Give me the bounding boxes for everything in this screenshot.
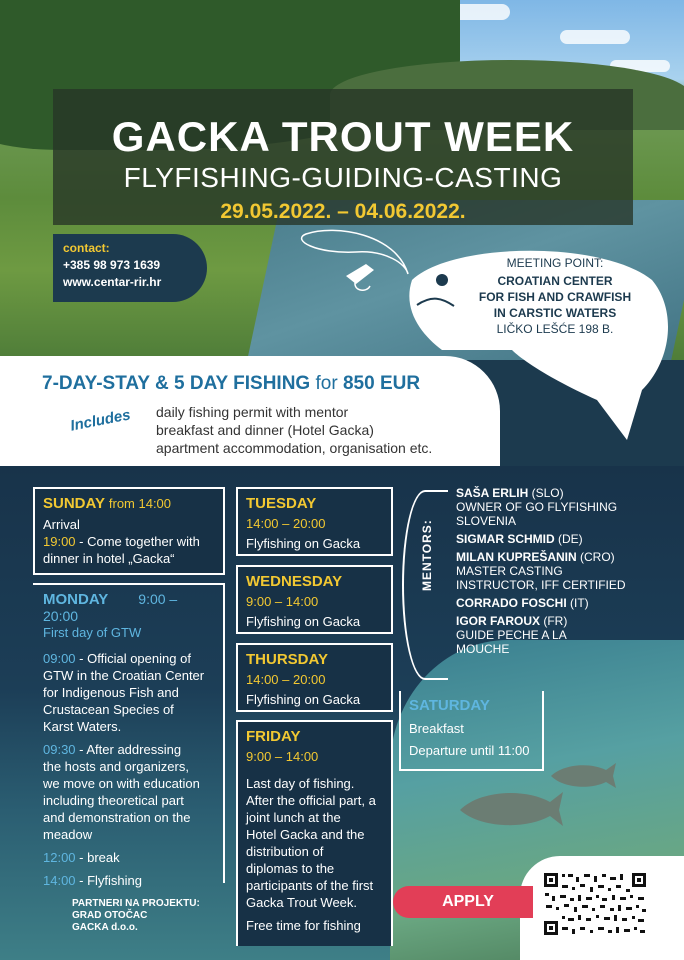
mentor-name: MILAN KUPREŠANIN <box>456 550 577 564</box>
mentor-country: (FR) <box>543 614 568 628</box>
mentor-item <box>456 550 676 592</box>
partners <box>72 898 200 934</box>
qr-code-icon[interactable] <box>542 871 648 937</box>
event-text <box>43 533 215 550</box>
partner-name: GACKA d.o.o. <box>72 922 138 933</box>
event-desc: Karst Waters. <box>43 719 122 734</box>
mentor-item <box>456 486 676 528</box>
contact-label: contact: <box>63 241 110 255</box>
event-desc: we move on with education <box>43 776 200 791</box>
event-desc: Gacka Trout Week. <box>246 895 358 910</box>
apply-button[interactable]: APPLY <box>393 886 533 918</box>
mentor-country: (IT) <box>570 596 589 610</box>
event-text: Departure until 11:00 <box>409 743 530 758</box>
event-time: 09:30 <box>43 742 76 757</box>
mentor-role: MOUCHE <box>456 642 510 656</box>
day-name: THURSDAY <box>246 651 328 668</box>
event-desc: participants of the first <box>246 878 374 893</box>
mentor-role: INSTRUCTOR, IFF CERTIFIED <box>456 578 626 592</box>
event-desc: - Flyfishing <box>75 873 143 888</box>
contact-phone[interactable]: +385 98 973 1639 <box>63 258 161 272</box>
meeting-point <box>455 256 655 336</box>
day-time: 14:00 – 20:00 <box>246 672 326 687</box>
mentor-role: GUIDE PECHE A LA <box>456 628 567 642</box>
includes-item: breakfast and dinner (Hotel Gacka) <box>156 422 374 438</box>
event-desc: Hotel Gacka and the <box>246 827 365 842</box>
includes-list <box>156 403 432 457</box>
schedule-monday <box>33 583 225 888</box>
partner-name: GRAD OTOČAC <box>72 910 148 921</box>
event-desc: the hosts and organizers, <box>43 759 189 774</box>
event-time: 12:00 <box>43 850 76 865</box>
day-name: TUESDAY <box>246 495 317 512</box>
day-time: 14:00 – 20:00 <box>246 516 326 531</box>
day-name: SUNDAY <box>43 495 105 512</box>
offer-package: 7-DAY-STAY & 5 DAY FISHING <box>42 373 311 394</box>
event-text: Arrival <box>43 517 80 532</box>
meeting-place-line: FOR FISH AND CRAWFISH <box>478 290 632 304</box>
event-desc: Crustacean Species of <box>43 702 174 717</box>
cloud <box>560 30 630 44</box>
day-title <box>43 495 215 512</box>
schedule-tuesday <box>236 487 393 556</box>
event-text: Flyfishing on Gacka <box>246 536 361 551</box>
day-name: MONDAY <box>43 591 109 608</box>
contact-website[interactable]: www.centar-rir.hr <box>63 275 162 289</box>
title-box <box>53 89 633 225</box>
partners-label: PARTNERI NA PROJEKTU: <box>72 898 200 909</box>
meeting-label: MEETING POINT: <box>506 256 604 270</box>
day-time: 9:00 – 20:00 <box>43 591 178 624</box>
offer-title <box>42 373 420 395</box>
day-name: FRIDAY <box>246 728 301 745</box>
offer-for: for <box>315 373 338 394</box>
event-desc: for Indigenous Fish and <box>43 685 179 700</box>
includes-item: daily fishing permit with mentor <box>156 404 349 420</box>
meeting-place <box>455 273 655 321</box>
day-subtitle: First day of GTW <box>43 625 142 640</box>
event-desc: distribution of <box>246 844 324 859</box>
event-desc: including theoretical part <box>43 793 184 808</box>
day-time: 9:00 – 14:00 <box>246 749 319 764</box>
event-dates: 29.05.2022. – 04.06.2022. <box>220 200 466 223</box>
mentors-label: MENTORS: <box>420 519 434 591</box>
trout-icon <box>548 758 618 792</box>
offer-price: 850 EUR <box>342 373 421 394</box>
mentors-list <box>456 486 676 660</box>
schedule-sunday <box>33 487 225 575</box>
event-desc: Last day of fishing. <box>246 776 355 791</box>
page-subtitle: FLYFISHING-GUIDING-CASTING <box>123 162 563 193</box>
schedule-wednesday <box>236 565 393 634</box>
event-text: Free time for fishing <box>246 918 361 933</box>
mentor-name: CORRADO FOSCHI <box>456 596 567 610</box>
day-name: WEDNESDAY <box>246 573 343 590</box>
event-time: 19:00 <box>43 534 76 549</box>
event-desc: meadow <box>43 827 93 842</box>
event-time: 14:00 <box>43 873 76 888</box>
day-name: SATURDAY <box>409 697 490 714</box>
contact-box <box>53 234 207 302</box>
event-desc: After the official part, a <box>246 793 376 808</box>
mentor-item <box>456 596 676 610</box>
includes-label: Includes <box>68 406 132 435</box>
event-text: dinner in hotel „Gacka“ <box>43 551 175 566</box>
event-desc: - Official opening of <box>75 651 191 666</box>
mentor-role: MASTER CASTING <box>456 564 563 578</box>
meeting-address: LIČKO LEŠĆE 198 B. <box>496 322 614 336</box>
mentor-name: IGOR FAROUX <box>456 614 541 628</box>
mentor-role: SLOVENIA <box>456 514 517 528</box>
event-desc: joint lunch at the <box>246 810 341 825</box>
schedule-saturday <box>399 691 544 771</box>
event-block <box>43 650 215 735</box>
includes-item: apartment accommodation, organisation etc. <box>156 440 433 456</box>
event-block <box>43 872 215 889</box>
event-block <box>43 741 215 843</box>
event-desc: and demonstration on the <box>43 810 191 825</box>
mentor-role: OWNER OF GO FLYFISHING <box>456 500 618 514</box>
event-text: Flyfishing on Gacka <box>246 614 361 629</box>
meeting-place-line: CROATIAN CENTER <box>497 274 613 288</box>
page-title: GACKA TROUT WEEK <box>111 113 575 160</box>
schedule-thursday <box>236 643 393 712</box>
mentor-country: (DE) <box>558 532 583 546</box>
event-text: Breakfast <box>409 721 464 736</box>
event-desc: - After addressing <box>75 742 182 757</box>
day-time: 9:00 – 14:00 <box>246 594 319 609</box>
mentor-name: SAŠA ERLIH <box>456 486 529 500</box>
meeting-place-line: IN CARSTIC WATERS <box>493 306 617 320</box>
schedule-friday <box>236 720 393 946</box>
event-block <box>43 849 215 866</box>
event-desc: - break <box>75 850 120 865</box>
mentor-name: SIGMAR SCHMID <box>456 532 555 546</box>
mentor-country: (SLO) <box>531 486 564 500</box>
event-text: Flyfishing on Gacka <box>246 692 361 707</box>
mentor-item <box>456 532 676 546</box>
mentor-country: (CRO) <box>580 550 615 564</box>
event-desc: diplomas to the <box>246 861 335 876</box>
event-block <box>246 775 383 911</box>
mentor-item <box>456 614 676 656</box>
event-time: 09:00 <box>43 651 76 666</box>
event-desc: GTW in the Croatian Center <box>43 668 205 683</box>
event-desc: - Come together with <box>75 534 200 549</box>
day-title <box>43 591 215 625</box>
day-time: from 14:00 <box>108 496 172 511</box>
